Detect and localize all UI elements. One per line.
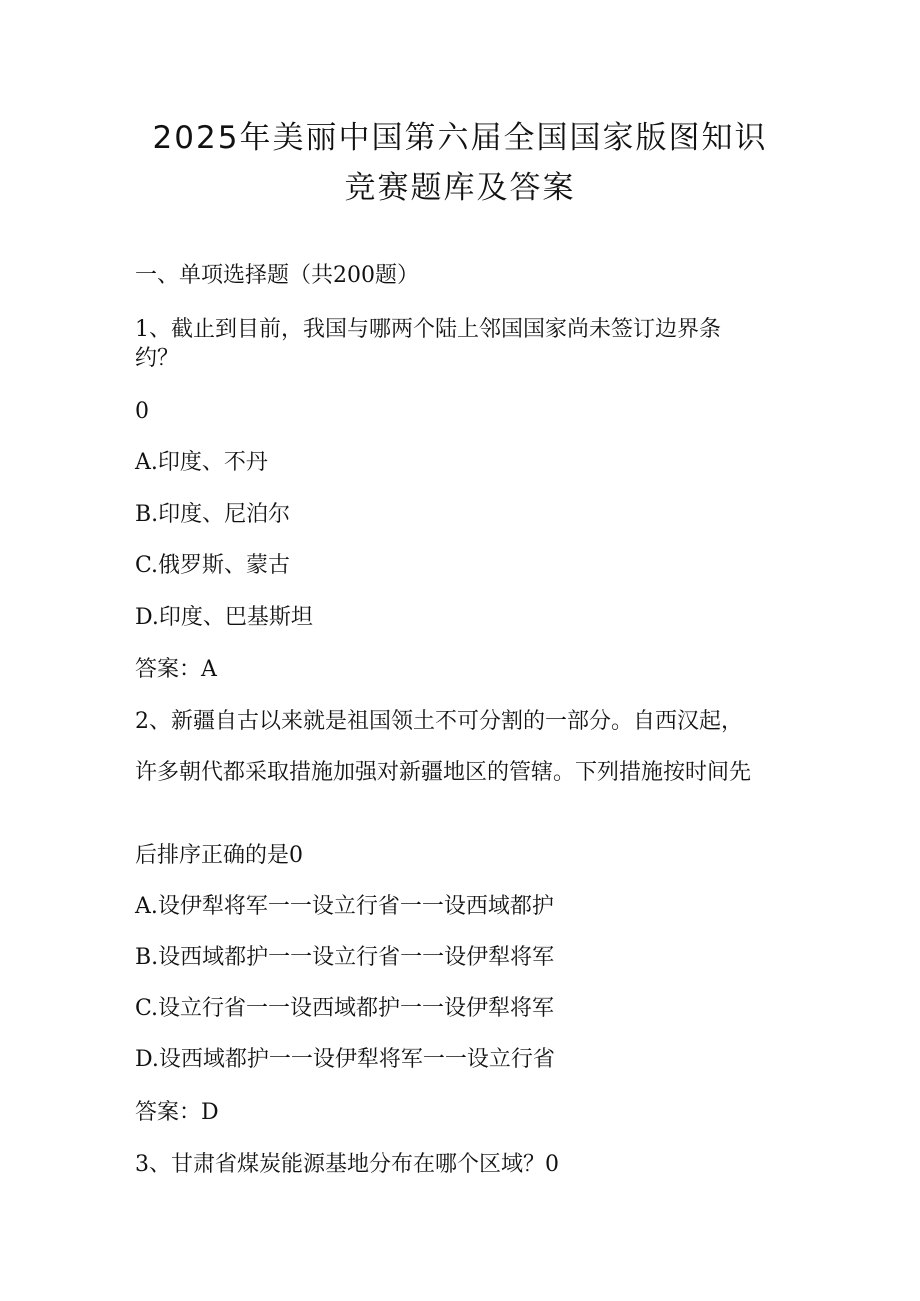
question-1-stem-line2: 约？: [135, 346, 180, 371]
question-2-option-a: A.设伊犁将军一一设立行省一一设西域都护: [135, 894, 554, 919]
section-heading: 一、单项选择题（共200题）: [135, 263, 419, 288]
question-2-stem-line2: 许多朝代都采取措施加强对新疆地区的管辖。下列措施按时间先: [135, 760, 752, 785]
question-1-option-a: A.印度、不丹: [135, 450, 268, 475]
question-2-stem-line3: 后排序正确的是0: [135, 843, 303, 868]
question-2-answer: 答案：D: [135, 1100, 219, 1125]
question-2-option-c: C.设立行省一一设西域都护一一设伊犁将军: [135, 996, 555, 1021]
question-1-blank: 0: [135, 399, 149, 424]
question-1-stem-line1: 1、截止到目前，我国与哪两个陆上邻国国家尚未签订边界条: [135, 317, 721, 342]
question-1-option-c: C.俄罗斯、蒙古: [135, 553, 291, 578]
document-title-line1: 2025年美丽中国第六届全国国家版图知识: [152, 120, 768, 156]
question-2-stem-line1: 2、新疆自古以来就是祖国领土不可分割的一部分。自西汉起，: [135, 709, 743, 734]
question-3-stem-line1: 3、甘肃省煤炭能源基地分布在哪个区域？0: [135, 1152, 559, 1177]
question-2-option-d: D.设西域都护一一设伊犁将军一一设立行省: [135, 1047, 555, 1072]
question-1-answer: 答案：A: [135, 657, 217, 682]
question-1-option-b: B.印度、尼泊尔: [135, 502, 291, 527]
question-2-option-b: B.设西域都护一一设立行省一一设伊犁将军: [135, 945, 555, 970]
question-1-option-d: D.印度、巴基斯坦: [135, 605, 313, 630]
document-title-line2: 竞赛题库及答案: [344, 170, 576, 206]
